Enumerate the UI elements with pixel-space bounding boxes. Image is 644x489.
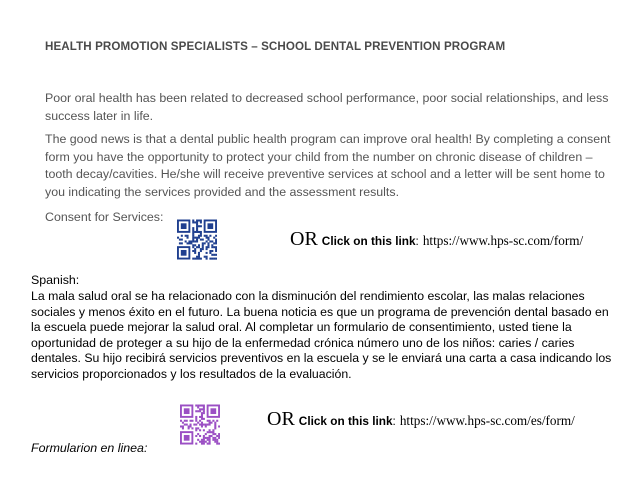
spanish-link-line — [267, 408, 575, 431]
qr-code-icon[interactable] — [180, 397, 220, 452]
page-title: HEALTH PROMOTION SPECIALISTS – SCHOOL DENTAL PREVENTION PROGRAM — [45, 40, 506, 53]
click-link-text: Click on this link — [298, 414, 393, 428]
spanish-paragraph: La mala salud oral se ha relacionado con la disminución del rendimiento escolar, las malas relaciones sociales y menos éxito en el futuro. La buena noticia es que un programa de prevención dental basado en la escuela puede mejorar la salud oral. Al completar un formulario de consentimiento, usted tiene la oportunidad de proteger a su hijo de la enfermedad crónica número uno de los niños: caries / caries dentales. Su hijo recibirá servicios preventivos en la escuela y se le enviará una carta a casa indicando los servicios proporcionados y los resultados de la evaluación. — [31, 289, 612, 381]
qr-code-icon[interactable] — [177, 212, 217, 267]
colon-text: : — [415, 234, 419, 248]
or-text: OR — [290, 228, 318, 250]
consent-label: Consent for Services: — [45, 210, 164, 224]
click-link-text: Click on this link — [321, 234, 416, 248]
online-form-label: Formularion en linea: — [31, 441, 148, 455]
spanish-label: Spanish: — [31, 273, 80, 287]
english-link-line — [290, 228, 583, 251]
spanish-form-link[interactable]: https://www.hps-sc.com/es/form/ — [399, 413, 575, 428]
or-text: OR — [267, 408, 295, 430]
english-paragraph-1: Poor oral health has been related to decreased school performance, poor social relationships, and less success later in life. — [45, 91, 609, 123]
english-form-link[interactable]: https://www.hps-sc.com/form/ — [422, 233, 584, 248]
colon-text: : — [392, 414, 396, 428]
english-paragraph-2: The good news is that a dental public health program can improve oral health! By completing a consent form you have the opportunity to protect your child from the number on chronic disease of children – tooth decay/cavities. He/she will receive preventive services at school and a letter will be sent home to you indicating the services provided and the assessment results. — [45, 132, 611, 199]
